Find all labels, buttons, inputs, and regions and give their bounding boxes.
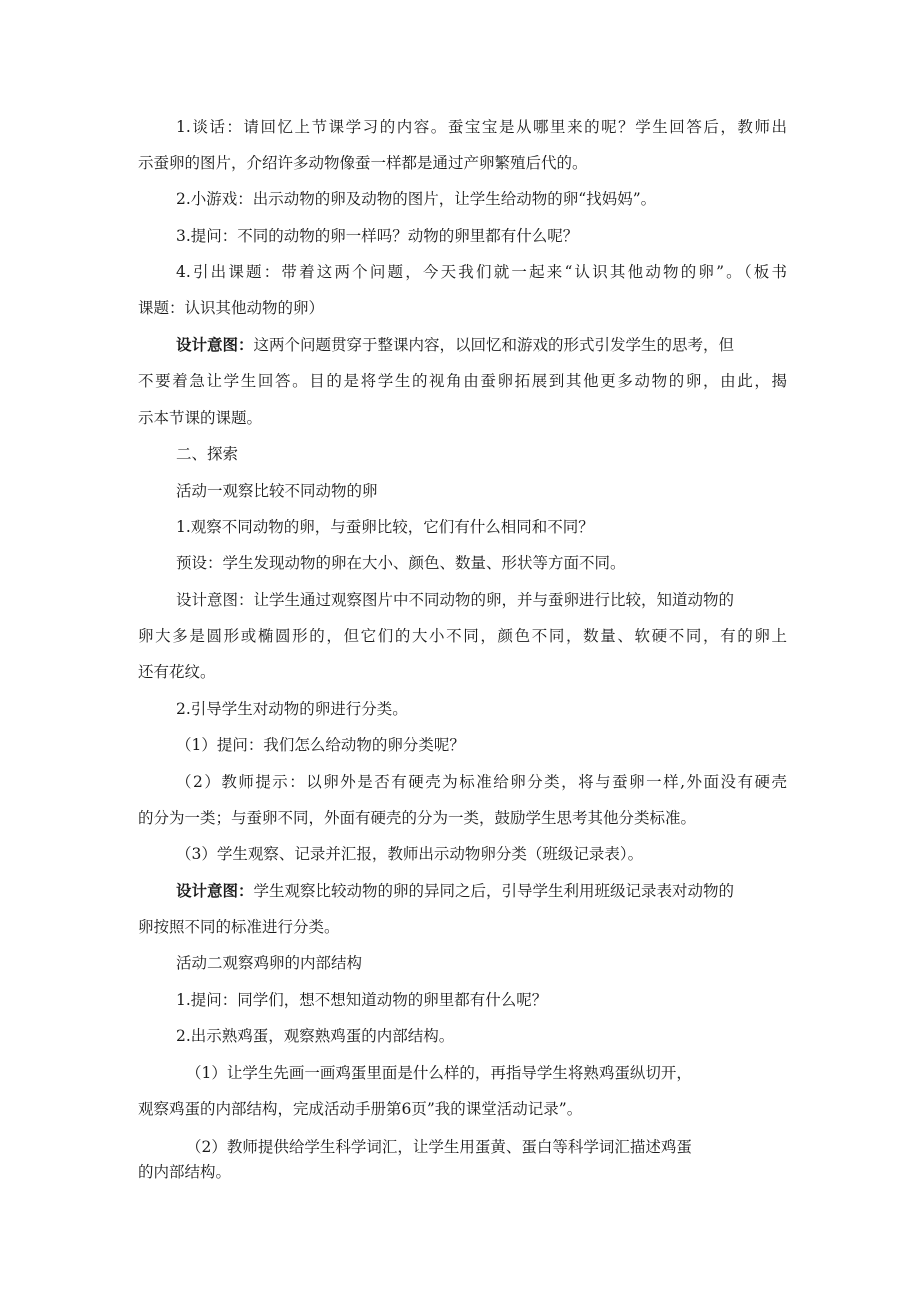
activity-1-preset: 预设：学生发现动物的卵在大小、颜色、数量、形状等方面不同。 xyxy=(176,554,626,572)
activity-1-step-2-sub-2-line-1: （2）教师提示：以卵外是否有硬壳为标准给卵分类，将与蚕卵一样,外面没有硬壳 xyxy=(176,773,787,791)
design-intent-text: 让学生通过观察图片中不同动物的卵，并与蚕卵进行比较，知道动物的 xyxy=(253,591,735,609)
activity-1-step-2-sub-2-line-2: 的分为一类；与蚕卵不同，外面有硬壳的分为一类，鼓励学生思考其他分类标准。 xyxy=(138,809,697,827)
design-intent-label: 设计意图： xyxy=(176,881,254,900)
section-heading-explore: 二、探索 xyxy=(176,445,239,463)
design-intent-text: 学生观察比较动物的卵的异同之后，引导学生利用班级记录表对动物的 xyxy=(253,882,735,900)
para-4-line-2: 课题：认识其他动物的卵） xyxy=(138,299,325,317)
design-intent-1-line-2: 不要着急让学生回答。目的是将学生的视角由蚕卵拓展到其他更多动物的卵，由此，揭 xyxy=(138,372,787,390)
para-1-line-1: 1.谈话：请回忆上节课学习的内容。蚕宝宝是从哪里来的呢？学生回答后，教师出 xyxy=(176,118,787,136)
para-3: 3.提问：不同的动物的卵一样吗？动物的卵里都有什么呢？ xyxy=(176,227,579,245)
activity-2-heading: 活动二观察鸡卵的内部结构 xyxy=(176,954,363,972)
activity-2-step-2-sub-1-line-2: 观察鸡蛋的内部结构，完成活动手册第6页”我的课堂活动记录”。 xyxy=(138,1100,583,1118)
activity-1-step-2-sub-1: （1）提问：我们怎么给动物的卵分类呢？ xyxy=(176,736,465,754)
design-intent-3-line-1 xyxy=(176,881,734,901)
design-intent-1-line-3: 示本节课的课题。 xyxy=(138,409,263,427)
activity-2-step-2: 2.出示熟鸡蛋，观察熟鸡蛋的内部结构。 xyxy=(176,1027,455,1045)
activity-1-step-2-sub-3: （3）学生观察、记录并汇报，教师出示动物卵分类（班级记录表）。 xyxy=(176,845,644,863)
design-intent-label: 设计意图： xyxy=(176,335,254,354)
design-intent-2-line-2: 卵大多是圆形或椭圆形的，但它们的大小不同，颜色不同，数量、软硬不同，有的卵上 xyxy=(138,627,787,645)
para-4-line-1: 4.引出课题：带着这两个问题，今天我们就一起来“认识其他动物的卵”。（板书 xyxy=(176,263,787,281)
design-intent-label: 设计意图： xyxy=(176,591,254,609)
design-intent-1-line-1 xyxy=(176,335,734,355)
para-2: 2.小游戏：出示动物的卵及动物的图片，让学生给动物的卵“找妈妈”。 xyxy=(176,190,657,208)
activity-2-step-2-sub-1-line-1: （1）让学生先画一画鸡蛋里面是什么样的，再指导学生将熟鸡蛋纵切开， xyxy=(186,1064,692,1082)
activity-1-heading: 活动一观察比较不同动物的卵 xyxy=(176,482,378,500)
activity-2-step-1: 1.提问：同学们，想不想知道动物的卵里都有什么呢？ xyxy=(176,991,548,1009)
activity-2-step-2-sub-2-line-2: 的内部结构。 xyxy=(138,1163,232,1181)
design-intent-2-line-3: 还有花纹。 xyxy=(138,663,216,681)
design-intent-3-line-2: 卵按照不同的标准进行分类。 xyxy=(138,918,340,936)
para-1-line-2: 示蚕卵的图片，介绍许多动物像蚕一样都是通过产卵繁殖后代的。 xyxy=(138,154,588,172)
design-intent-text: 这两个问题贯穿于整课内容，以回忆和游戏的形式引发学生的思考，但 xyxy=(253,336,735,354)
activity-1-step-2: 2.引导学生对动物的卵进行分类。 xyxy=(176,700,408,718)
design-intent-2-line-1 xyxy=(176,590,734,610)
activity-1-step-1: 1.观察不同动物的卵，与蚕卵比较，它们有什么相同和不同？ xyxy=(176,518,594,536)
activity-2-step-2-sub-2-line-1: （2）教师提供给学生科学词汇，让学生用蛋黄、蛋白等科学词汇描述鸡蛋 xyxy=(186,1138,692,1156)
